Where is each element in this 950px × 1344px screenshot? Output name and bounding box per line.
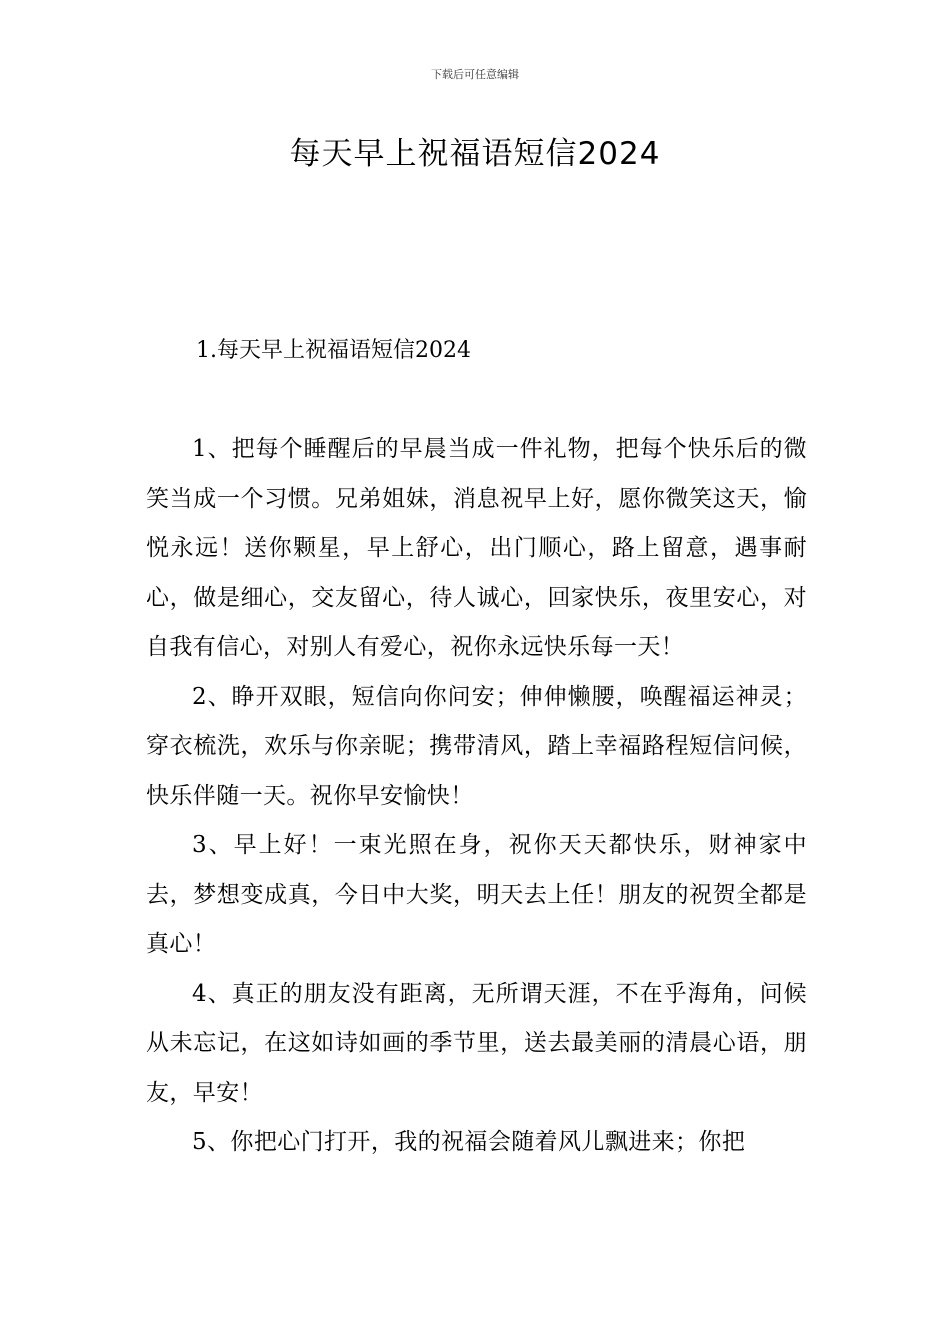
paragraph-2: 2、睁开双眼，短信向你问安；伸伸懒腰，唤醒福运神灵；穿衣梳洗，欢乐与你亲昵；携带清风，踏上幸福路程短信问候，快乐伴随一天。祝你早安愉快！: [146, 683, 807, 809]
paragraph-5: 5、你把心门打开，我的祝福会随着风儿飘进来；你把: [192, 1129, 746, 1155]
document-body: [146, 425, 807, 1168]
paragraph-4: 4、真正的朋友没有距离，无所谓天涯，不在乎海角，问候从未忘记，在这如诗如画的季节里，送去最美丽的清晨心语，朋友，早安！: [146, 980, 807, 1106]
paragraph-1: 1、把每个睡醒后的早晨当成一件礼物，把每个快乐后的微笑当成一个习惯。兄弟姐妹，消息祝早上好，愿你微笑这天，愉悦永远！送你颗星，早上舒心，出门顺心，路上留意，遇事耐心，做是细心，交友留心，待人诚心，回家快乐，夜里安心，对自我有信心，对别人有爱心，祝你永远快乐每一天！: [146, 436, 807, 660]
section-heading: 1.每天早上祝福语短信2024: [196, 338, 471, 363]
header-note: 下载后可任意编辑: [431, 68, 519, 81]
paragraph-3: 3、早上好！一束光照在身，祝你天天都快乐，财神家中去，梦想变成真，今日中大奖，明天去上任！朋友的祝贺全都是真心！: [146, 832, 807, 957]
document-title: 每天早上祝福语短信2024: [289, 136, 661, 172]
